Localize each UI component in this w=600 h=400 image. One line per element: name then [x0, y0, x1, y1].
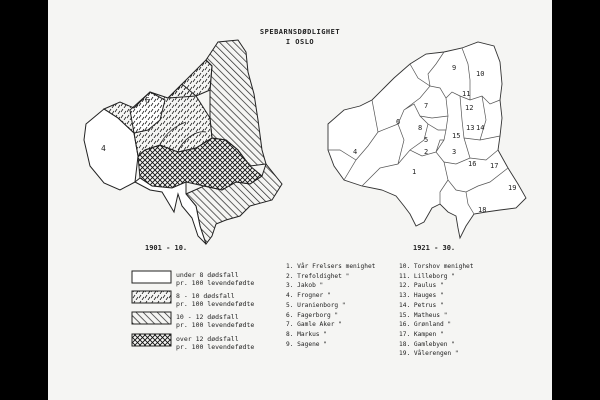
- parish-15: 15. Matheus ": [399, 311, 448, 319]
- legend-label-1b: pr. 100 levendefødte: [176, 279, 255, 287]
- right-map-number-3: 3: [452, 148, 457, 156]
- parish-list-right: [399, 262, 474, 359]
- parish-13: 13. Hauges ": [399, 292, 444, 300]
- parish-5: 5. Uranienborg ": [286, 301, 346, 309]
- map-title-line-2: I OSLO: [285, 38, 315, 46]
- parish-16: 16. Grønland ": [399, 321, 452, 329]
- legend-label-2a: 8 - 10 dødsfall: [176, 292, 235, 300]
- legend-label-2b: pr. 100 levendefødte: [176, 300, 255, 308]
- legend-swatch-diagonal: [132, 312, 171, 324]
- map-title: [0, 27, 600, 47]
- right-map-number-17: 17: [490, 162, 499, 170]
- parish-18: 18. Gamlebyen ": [399, 340, 455, 348]
- right-map-number-15: 15: [452, 132, 461, 140]
- legend-item-2: [176, 292, 254, 308]
- right-map-number-12: 12: [465, 104, 474, 112]
- legend-label-4b: pr. 100 levendefødte: [176, 343, 255, 351]
- parish-12: 12. Paulus ": [399, 282, 444, 290]
- parish-2: 2. Trefoldighet ": [286, 272, 350, 280]
- legend-label-1a: under 8 dødsfall: [176, 271, 239, 279]
- right-map-number-8: 8: [418, 124, 423, 132]
- right-map-number-19: 19: [508, 184, 517, 192]
- left-map: [84, 40, 282, 244]
- legend-item-1: [176, 271, 254, 287]
- parish-17: 17. Kampen ": [399, 330, 444, 338]
- right-map-number-18: 18: [478, 206, 487, 214]
- legend-swatches: [132, 271, 171, 346]
- period-left: 1901 - 10.: [145, 244, 188, 252]
- right-map-number-9: 9: [452, 64, 457, 72]
- legend-label-3b: pr. 100 levendefødte: [176, 321, 255, 329]
- left-district-south-blank: [135, 178, 206, 244]
- right-map-number-13: 13: [466, 124, 475, 132]
- legend-item-3: [176, 313, 254, 329]
- map-title-line-1: SPEBARNSDØDLIGHET: [259, 28, 341, 36]
- period-right: 1921 - 30.: [413, 244, 456, 252]
- parish-14: 14. Petrus ": [399, 301, 444, 309]
- parish-8: 8. Markus ": [286, 330, 327, 338]
- right-map-number-4: 4: [353, 148, 358, 156]
- parish-1: 1. Vår Frelsers menighet: [286, 263, 376, 270]
- right-map-number-7: 7: [424, 102, 429, 110]
- right-map-number-10: 10: [476, 70, 485, 78]
- parish-10: 10. Torshov menighet: [399, 263, 474, 270]
- legend-item-4: [176, 335, 254, 351]
- right-map-number-11: 11: [462, 90, 471, 98]
- left-map-number-6: 6: [145, 96, 150, 105]
- parish-7: 7. Gamle Aker ": [286, 321, 342, 329]
- right-map-number-16: 16: [468, 160, 477, 168]
- right-map-number-1: 1: [412, 168, 417, 176]
- legend-swatch-dashes: [132, 291, 171, 303]
- parish-19: 19. Vålerengen ": [399, 350, 459, 358]
- legend-swatch-crosshatch: [132, 334, 171, 346]
- left-map-number-4: 4: [101, 144, 106, 153]
- legend-label-4a: over 12 dødsfall: [176, 335, 239, 343]
- parish-4: 4. Frogner ": [286, 292, 331, 300]
- right-map-number-14: 14: [476, 124, 485, 132]
- right-map-number-2: 2: [424, 148, 429, 156]
- parish-11: 11. Lilleborg ": [399, 272, 455, 280]
- parish-6: 6. Fagerborg ": [286, 311, 339, 319]
- right-map-number-5: 5: [424, 136, 429, 144]
- legend-swatch-blank: [132, 271, 171, 283]
- legend-label-3a: 10 - 12 dødsfall: [176, 313, 239, 321]
- parish-9: 9. Sagene ": [286, 340, 327, 348]
- parish-list-left: [286, 262, 375, 349]
- parish-3: 3. Jakob ": [286, 282, 324, 290]
- left-district-north-dashes: [168, 60, 212, 98]
- right-map-number-6: 6: [396, 118, 401, 126]
